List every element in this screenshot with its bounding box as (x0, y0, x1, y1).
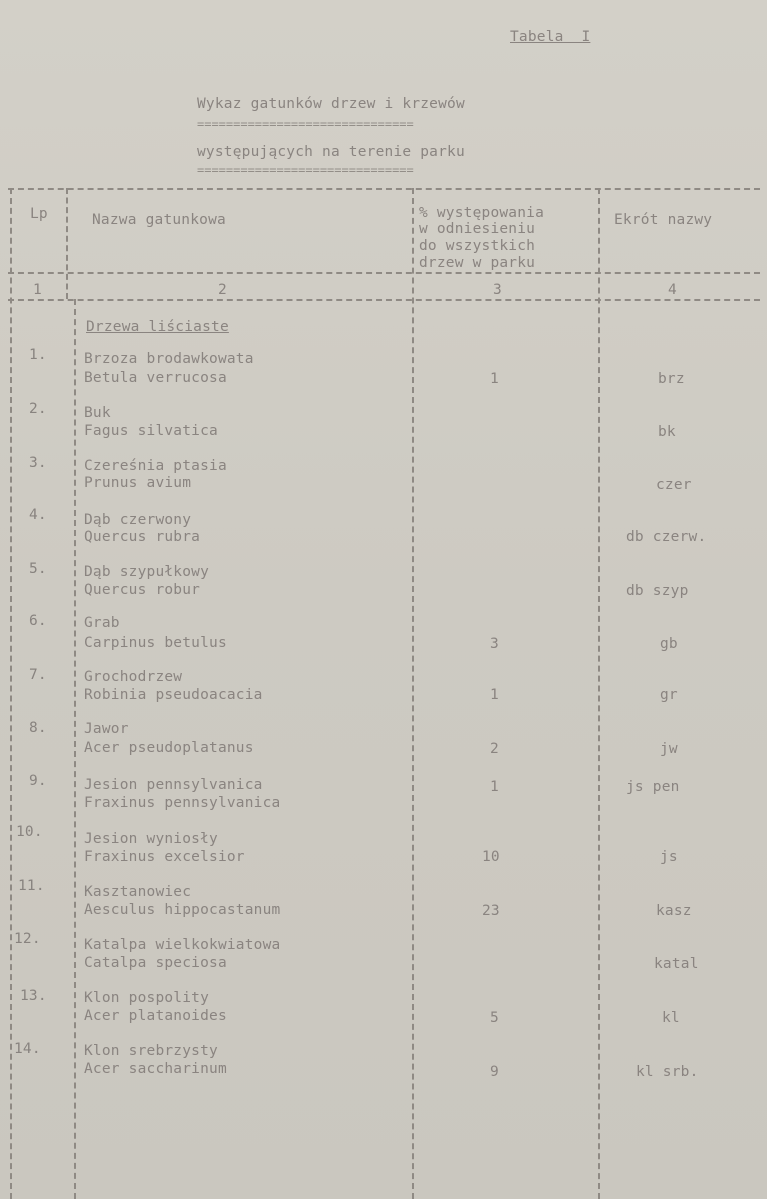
species-latin-name: Aesculus hippocastanum (84, 902, 281, 918)
species-latin-name: Catalpa speciosa (84, 955, 227, 971)
species-abbreviation: brz (658, 371, 685, 387)
species-polish-name: Brzoza brodawkowata (84, 351, 254, 367)
column-number-border (8, 299, 760, 301)
species-abbreviation: kasz (656, 903, 692, 919)
header-bottom-border (8, 272, 760, 274)
subtitle-underline: ============================== (197, 163, 414, 177)
species-latin-name: Fraxinus pennsylvanica (84, 795, 281, 811)
species-abbreviation: js (660, 849, 678, 865)
row-number: 14. (14, 1041, 41, 1057)
row-number: 10. (16, 824, 43, 840)
species-polish-name: Grochodrzew (84, 669, 183, 685)
row-number: 12. (14, 931, 41, 947)
species-latin-name: Acer platanoides (84, 1008, 227, 1024)
species-abbreviation: kl srb. (636, 1064, 699, 1080)
column-number: 3 (493, 282, 502, 298)
species-latin-name: Quercus robur (84, 582, 201, 598)
species-percent: 5 (490, 1010, 499, 1026)
header-abbr: Ekrót nazwy (614, 212, 713, 228)
species-abbreviation: db szyp (626, 583, 689, 599)
row-number: 4. (29, 507, 47, 523)
species-polish-name: Buk (84, 405, 111, 421)
row-number: 9. (29, 773, 47, 789)
document-title: Wykaz gatunków drzew i krzewów (197, 96, 465, 112)
species-percent: 3 (490, 636, 499, 652)
row-number: 6. (29, 613, 47, 629)
species-polish-name: Grab (84, 615, 120, 631)
species-abbreviation: gr (660, 687, 678, 703)
species-polish-name: Dąb szypułkowy (84, 564, 210, 580)
column-number: 1 (33, 282, 42, 298)
species-latin-name: Betula verrucosa (84, 370, 227, 386)
species-abbreviation: jw (660, 741, 678, 757)
species-latin-name: Fagus silvatica (84, 423, 218, 439)
species-polish-name: Czereśnia ptasia (84, 458, 227, 474)
species-abbreviation: kl (662, 1010, 680, 1026)
species-percent: 1 (490, 687, 499, 703)
species-abbreviation: gb (660, 636, 678, 652)
column-divider (412, 188, 414, 1199)
species-latin-name: Carpinus betulus (84, 635, 227, 651)
species-latin-name: Quercus rubra (84, 529, 201, 545)
document-subtitle: występujących na terenie parku (197, 144, 465, 160)
header-pct: do wszystkich (419, 238, 536, 254)
species-latin-name: Fraxinus excelsior (84, 849, 245, 865)
species-polish-name: Jawor (84, 721, 129, 737)
species-percent: 10 (482, 849, 500, 865)
row-number: 13. (20, 988, 47, 1004)
row-number: 2. (29, 401, 47, 417)
species-latin-name: Acer saccharinum (84, 1061, 227, 1077)
column-number: 4 (668, 282, 677, 298)
species-polish-name: Klon srebrzysty (84, 1043, 218, 1059)
header-pct: % występowania (419, 205, 545, 221)
column-number: 2 (218, 282, 227, 298)
species-percent: 1 (490, 371, 499, 387)
species-polish-name: Jesion wyniosły (84, 831, 218, 847)
column-divider (10, 188, 12, 1199)
species-abbreviation: bk (658, 424, 676, 440)
species-polish-name: Jesion pennsylvanica (84, 777, 263, 793)
column-divider (66, 188, 68, 299)
row-number: 8. (29, 720, 47, 736)
species-polish-name: Klon pospolity (84, 990, 210, 1006)
species-abbreviation: db czerw. (626, 529, 707, 545)
species-polish-name: Dąb czerwony (84, 512, 192, 528)
header-lp: Lp (30, 206, 48, 222)
header-name: Nazwa gatunkowa (92, 212, 226, 228)
row-number: 5. (29, 561, 47, 577)
table-top-border (8, 188, 760, 190)
table-label: Tabela I (510, 29, 591, 45)
row-number: 1. (29, 347, 47, 363)
header-pct: drzew w parku (419, 255, 536, 271)
species-percent: 2 (490, 741, 499, 757)
header-pct: w odniesieniu (419, 221, 536, 237)
species-polish-name: Katalpa wielkokwiatowa (84, 937, 281, 953)
species-latin-name: Acer pseudoplatanus (84, 740, 254, 756)
species-latin-name: Prunus avium (84, 475, 192, 491)
column-divider (598, 188, 600, 1199)
row-number: 11. (18, 878, 45, 894)
species-percent: 1 (490, 779, 499, 795)
species-abbreviation: katal (654, 956, 699, 972)
species-percent: 23 (482, 903, 500, 919)
species-percent: 9 (490, 1064, 499, 1080)
title-underline: ============================== (197, 117, 414, 131)
species-abbreviation: js pen (626, 779, 680, 795)
species-polish-name: Kasztanowiec (84, 884, 192, 900)
species-latin-name: Robinia pseudoacacia (84, 687, 263, 703)
species-abbreviation: czer (656, 477, 692, 493)
row-number: 7. (29, 667, 47, 683)
section-title: Drzewa liściaste (86, 319, 229, 335)
column-divider (74, 299, 76, 1199)
row-number: 3. (29, 455, 47, 471)
